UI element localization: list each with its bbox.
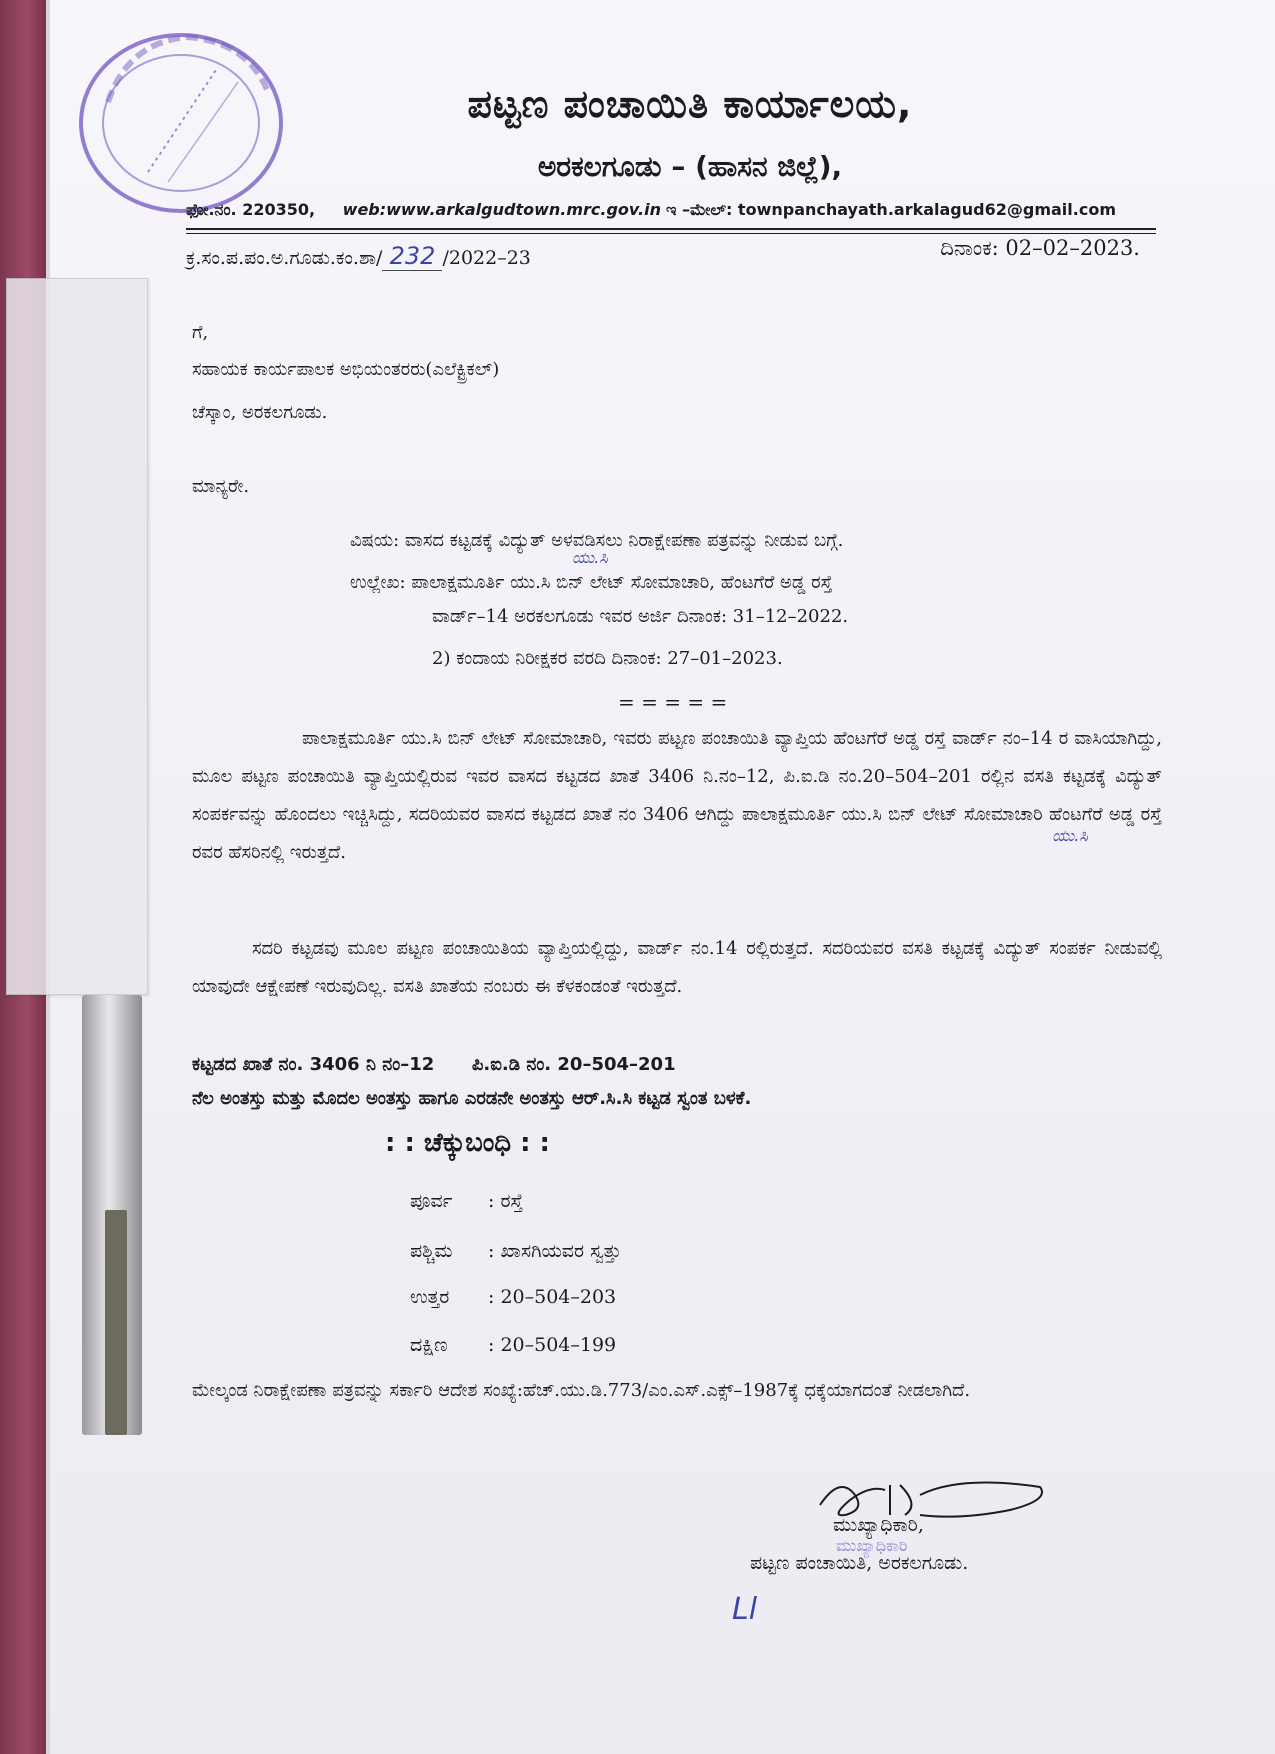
- email-address: ಇ –ಮೇಲ್: townpanchayath.arkalagud62@gmail.com: [665, 200, 1116, 219]
- boundary-west: [410, 1240, 621, 1262]
- website: web:www.arkalgudtown.mrc.gov.in: [342, 200, 661, 219]
- boundary-label: ಪೂರ್ವ: [410, 1190, 453, 1212]
- boundary-south: [410, 1334, 616, 1356]
- reference-prefix: ಕ್ರ.ಸಂ.ಪ.ಪಂ.ಅ.ಗೂಡು.ಕಂ.ಶಾ/: [186, 247, 383, 269]
- reference-line-3: 2) ಕಂದಾಯ ನಿರೀಕ್ಷಕರ ವರದಿ ದಿನಾಂಕ: 27–01–2023.: [432, 648, 783, 669]
- signatory-title: ಮುಖ್ಯಾಧಿಕಾರಿ,: [833, 1514, 924, 1536]
- recipient-designation: ಸಹಾಯಕ ಕಾರ್ಯಪಾಲಕ ಅಭಿಯಂತರರು(ಎಲೆಕ್ಟ್ರಿಕಲ್): [192, 359, 500, 380]
- body-paragraph-2: ಸದರಿ ಕಟ್ಟಡವು ಮೂಲ ಪಟ್ಟಣ ಪಂಚಾಯಿತಿಯ ವ್ಯಾಪ್ತಿಯಲ್ಲಿದ್ದು, ವಾರ್ಡ್ ನಂ.14 ರಲ್ಲಿರುತ್ತದೆ. ಸದರಿಯವರ ವಸತಿ ಕಟ್ಟಡಕ್ಕೆ ವಿದ್ಯುತ್ ಸಂಪರ್ಕ ನೀಡುವಲ್ಲಿ ಯಾವುದೇ ಆಕ್ಷೇಪಣೆ ಇರುವುದಿಲ್ಲ. ವಸತಿ ಖಾತೆಯ ನಂಬರು ಈ ಕೆಳಕಂಡಂತೆ ಇರುತ್ತದೆ.: [192, 938, 1162, 997]
- reference-suffix: /2022–23: [442, 247, 531, 269]
- khata-details: ಕಟ್ಟಡದ ಖಾತೆ ನಂ. 3406 ನಿ ನಂ–12 ಪಿ.ಐ.ಡಿ ನಂ. 20–504–201: [192, 1054, 676, 1075]
- phone-number: ಫೋ.ನಂ. 220350,: [186, 200, 316, 219]
- reference-number: [186, 242, 531, 271]
- binder-clip-tongue: [105, 1210, 127, 1435]
- boundary-north: [410, 1286, 616, 1308]
- reference-line-2: ವಾರ್ಡ್–14 ಅರಕಲಗೂಡು ಇವರ ಅರ್ಜಿ ದಿನಾಂಕ: 31–12–2022.: [432, 606, 849, 627]
- subject-line: ವಿಷಯ: ವಾಸದ ಕಟ್ಟಡಕ್ಕೆ ವಿದ್ಯುತ್ ಅಳವಡಿಸಲು ನಿರಾಕ್ಷೇಪಣಾ ಪತ್ರವನ್ನು ನೀಡುವ ಬಗ್ಗೆ.: [350, 530, 844, 551]
- contact-line: [186, 200, 1116, 220]
- office-place: ಅರಕಲಗೂಡು – (ಹಾಸನ ಜಿಲ್ಲೆ),: [537, 150, 843, 183]
- closing-paragraph: ಮೇಲ್ಕಂಡ ನಿರಾಕ್ಷೇಪಣಾ ಪತ್ರವನ್ನು ಸರ್ಕಾರಿ ಆದೇಶ ಸಂಖ್ಯೆ:ಹೆಚ್.ಯು.ಡಿ.773/ಎಂ.ಎಸ್.ಎಕ್ಸ್–1987ಕ್ಕೆ ಧಕ್ಕೆಯಾಗದಂತೆ ನೀಡಲಾಗಿದೆ.: [192, 1380, 971, 1401]
- handwritten-correction: ಯು.ಸಿ: [572, 548, 608, 567]
- boundary-value: : ರಸ್ತೆ: [488, 1190, 523, 1212]
- body-paragraph-1: ಪಾಲಾಕ್ಷಮೂರ್ತಿ ಯು.ಸಿ ಬಿನ್ ಲೇಟ್ ಸೋಮಾಚಾರಿ, ಇವರು ಪಟ್ಟಣ ಪಂಚಾಯಿತಿ ವ್ಯಾಪ್ತಿಯ ಹೆಂಟಗೆರೆ ಅಡ್ಡ ರಸ್ತೆ ವಾರ್ಡ್ ನಂ–14 ರ ವಾಸಿಯಾಗಿದ್ದು, ಮೂಲ ಪಟ್ಟಣ ಪಂಚಾಯಿತಿ ವ್ಯಾಪ್ತಿಯಲ್ಲಿರುವ ಇವರ ವಾಸದ ಕಟ್ಟಡದ ಖಾತೆ 3406 ನಿ.ನಂ–12, ಪಿ.ಐ.ಡಿ ನಂ.20–504–201 ರಲ್ಲಿನ ವಸತಿ ಕಟ್ಟಡಕ್ಕೆ ವಿದ್ಯುತ್ ಸಂಪರ್ಕವನ್ನು ಹೊಂದಲು ಇಚ್ಚಿಸಿದ್ದು, ಸದರಿಯವರ ವಾಸದ ಕಟ್ಟಡದ ಖಾತೆ ನಂ 3406 ಆಗಿದ್ದು ಪಾಲಾಕ್ಷಮೂರ್ತಿ ಯು.ಸಿ ಬಿನ್ ಲೇಟ್ ಸೋಮಾಚಾರಿ ಹೆಂಟಗೆರೆ ಅಡ್ಡ ರಸ್ತೆ ರವರ ಹೆಸರಿನಲ್ಲಿ ಇರುತ್ತದೆ.: [192, 728, 1162, 863]
- boundary-label: ಉತ್ತರ: [410, 1286, 450, 1308]
- letterhead-rule-thin: [186, 233, 1156, 234]
- boundary-value: : ಖಾಸಗಿಯವರ ಸ್ವತ್ತು: [488, 1240, 622, 1262]
- letter-date: ದಿನಾಂಕ: 02–02–2023.: [940, 236, 1140, 260]
- overlapping-slip: [6, 278, 148, 995]
- salutation: ಮಾನ್ಯರೇ.: [192, 476, 250, 497]
- reference-line-1: ಉಲ್ಲೇಖ: ಪಾಲಾಕ್ಷಮೂರ್ತಿ ಯು.ಸಿ ಬಿನ್ ಲೇಟ್ ಸೋಮಾಚಾರಿ, ಹೆಂಟಗೆರೆ ಅಡ್ಡ ರಸ್ತೆ: [350, 572, 833, 593]
- section-divider: = = = = =: [618, 690, 728, 714]
- recipient-to: ಗೆ,: [192, 322, 209, 343]
- recipient-office: ಚೆಸ್ಕಾಂ, ಅರಕಲಗೂಡು.: [192, 402, 328, 423]
- handwritten-number: 232: [382, 242, 442, 271]
- handwritten-correction-2: ಯು.ಸಿ: [1052, 826, 1088, 845]
- office-title: ಪಟ್ಟಣ ಪಂಚಾಯಿತಿ ಕಾರ್ಯಾಲಯ,: [467, 82, 913, 126]
- letterhead-rule: [186, 228, 1156, 230]
- boundaries-heading: : : ಚೆಕ್ಕುಬಂಧಿ : :: [385, 1128, 550, 1158]
- floor-details: ನೆಲ ಅಂತಸ್ತು ಮತ್ತು ಮೊದಲ ಅಂತಸ್ತು ಹಾಗೂ ಎರಡನೇ ಅಂತಸ್ತು ಆರ್.ಸಿ.ಸಿ ಕಟ್ಟಡ ಸ್ವಂತ ಬಳಕೆ.: [192, 1088, 752, 1109]
- boundary-east: [410, 1190, 523, 1212]
- signatory-office: ಪಟ್ಟಣ ಪಂಚಾಯಿತಿ, ಅರಕಲಗೂಡು.: [750, 1552, 969, 1574]
- boundary-label: ಪಶ್ಚಿಮ: [410, 1240, 453, 1262]
- signatory-stamp: ಮುಖ್ಯಾಧಿಕಾರಿ: [836, 1536, 908, 1555]
- handwritten-initials: Ll: [732, 1592, 758, 1627]
- boundary-label: ದಕ್ಷಿಣ: [410, 1334, 448, 1356]
- boundary-value: : 20–504–199: [488, 1334, 617, 1356]
- boundary-value: : 20–504–203: [488, 1286, 617, 1308]
